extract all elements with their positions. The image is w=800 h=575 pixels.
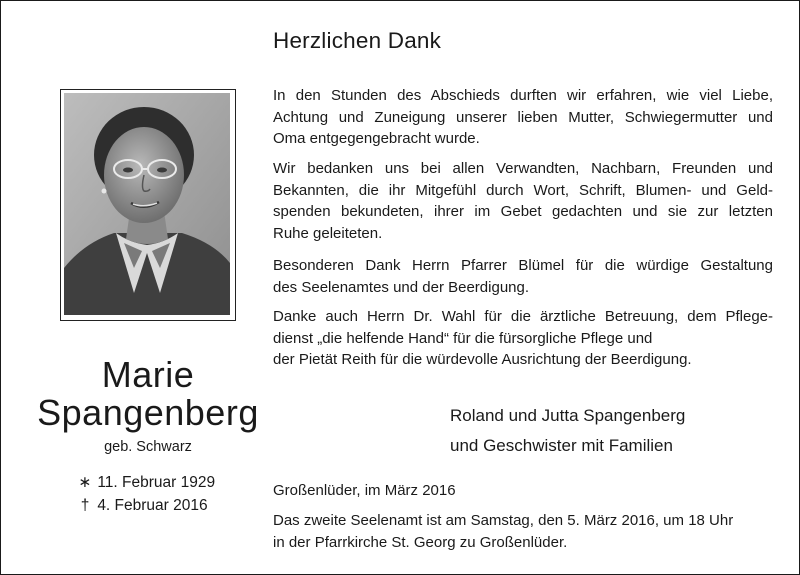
signature-line-1: Roland und Jutta Spangenberg bbox=[450, 406, 686, 425]
text-line: Wir bedanken uns bei allen Verwandten, Nachbarn, Freunden und bbox=[273, 160, 773, 177]
deceased-birth-name: geb. Schwarz bbox=[104, 439, 192, 455]
text-line: Besonderen Dank Herrn Pfarrer Blümel für die würdige Gestaltung bbox=[273, 257, 773, 274]
text-line: Bekannten, die ihr Mitgefühl durch Wort, Schrift, Blumen- und Geld- bbox=[273, 181, 773, 199]
text-line: Achtung und Zuneigung unserer lieben Mutter, Schwiegermutter und bbox=[273, 108, 773, 126]
thanks-paragraph-3 bbox=[273, 255, 773, 298]
death-cross-icon: † bbox=[80, 497, 90, 514]
birth-star-icon: ∗ bbox=[78, 474, 92, 491]
life-dates bbox=[77, 471, 215, 517]
portrait-photo bbox=[64, 93, 230, 315]
signature-line-2: und Geschwister mit Familien bbox=[450, 436, 673, 455]
text-line: Oma entgegengebracht wurde. bbox=[273, 130, 480, 147]
thanks-heading: Herzlichen Dank bbox=[273, 28, 442, 53]
note-line: in der Pfarrkirche St. Georg zu Großenlüder. bbox=[273, 534, 568, 551]
deceased-last-name: Spangenberg bbox=[37, 392, 259, 433]
deceased-first-name: Marie bbox=[101, 354, 195, 395]
thanks-paragraph-1 bbox=[273, 85, 773, 150]
text-line: der Pietät Reith für die würdevolle Ausrichtung der Beerdigung. bbox=[273, 351, 692, 368]
death-date-line bbox=[77, 494, 215, 517]
portrait-photo-frame bbox=[60, 89, 236, 321]
text-line: des Seelenamtes und der Beerdigung. bbox=[273, 278, 530, 296]
text-line: Ruhe geleiteten. bbox=[273, 224, 383, 242]
note-line: Das zweite Seelenamt ist am Samstag, den 5. März 2016, um 18 Uhr bbox=[273, 512, 734, 529]
memorial-mass-note bbox=[273, 510, 733, 554]
text-line: spenden bekundeten, ihrer im Gebet gedachten und sie zur letzten bbox=[273, 203, 773, 220]
death-date: 4. Februar 2016 bbox=[97, 497, 208, 514]
text-line: In den Stunden des Abschieds durften wir erfahren, wie viel Liebe, bbox=[273, 87, 773, 104]
text-line: dienst „die helfende Hand“ für die fürsorgliche Pflege und bbox=[273, 329, 653, 347]
thanks-paragraph-4 bbox=[273, 306, 773, 371]
text-line: Danke auch Herrn Dr. Wahl für die ärztliche Betreuung, dem Pflege- bbox=[273, 308, 773, 325]
place-and-date: Großenlüder, im März 2016 bbox=[273, 482, 456, 499]
thanks-paragraph-2 bbox=[273, 158, 773, 244]
birth-date-line bbox=[77, 471, 215, 494]
birth-date: 11. Februar 1929 bbox=[97, 474, 216, 491]
